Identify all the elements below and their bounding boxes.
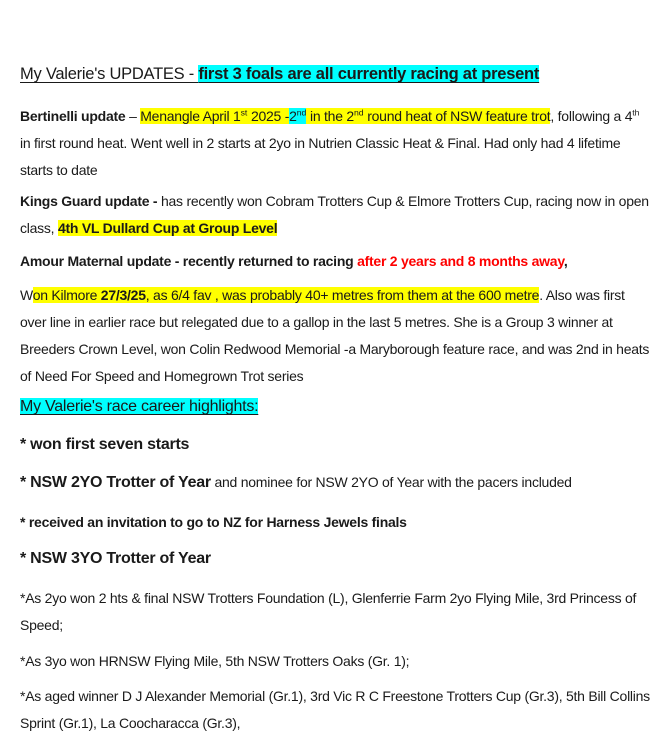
title-highlight: first 3 foals are all currently racing at present bbox=[198, 65, 540, 83]
race-career-heading-text: My Valerie's race career highlights: bbox=[20, 398, 259, 415]
separator-dash: – bbox=[125, 108, 141, 124]
kilmore-date: 27/3/25 bbox=[100, 287, 146, 303]
superscript-nd: nd bbox=[296, 107, 307, 118]
red-emphasis-time-away: after 2 years and 8 months away bbox=[357, 253, 564, 269]
horse-name-amour-maternal: Amour Maternal update - recently returned to racing bbox=[20, 253, 358, 269]
kings-guard-body-text: has recently won Cobram Trotters Cup & Elmore Trotters Cup, racing now in open class, bbox=[20, 193, 649, 236]
paragraph-bertinelli-update bbox=[20, 103, 650, 184]
paragraph-career-aged: *As aged winner D J Alexander Memorial (Gr.1), 3rd Vic R C Freestone Trotters Cup (Gr.3), 5th Bill Collins Sprint (Gr.1), La Coocharacca (Gr.3), bbox=[20, 688, 650, 731]
superscript-st: st bbox=[240, 107, 248, 118]
highlight-round-heat: in the 2nd round heat of NSW feature trot bbox=[306, 107, 551, 124]
highlight-item-nz-harness-jewels: * received an invitation to go to NZ for Harness Jewels finals bbox=[20, 514, 407, 530]
paragraph-kings-guard-update bbox=[20, 188, 650, 242]
kilmore-lead-letter: W bbox=[20, 287, 33, 303]
superscript-th: th bbox=[632, 107, 640, 118]
superscript-nd: nd bbox=[353, 107, 364, 118]
bertinelli-rest-text: , following a 4th in first round heat. Went well in 2 starts at 2yo in Nutrien Classic Heat & Final. Had only had 4 lifetime starts to date bbox=[20, 107, 640, 178]
bullet2-bold-text: * NSW 2YO Trotter of Year bbox=[20, 474, 211, 491]
highlight-dullard-cup: 4th VL Dullard Cup at Group Level bbox=[57, 220, 278, 236]
highlight-item-2yo-trotter-of-year bbox=[20, 470, 650, 495]
paragraph-kilmore-win bbox=[20, 282, 650, 390]
amour-trailing-comma: , bbox=[563, 253, 568, 269]
paragraph-career-2yo: *As 2yo won 2 hts & final NSW Trotters Foundation (L), Glenferrie Farm 2yo Flying Mile, 3rd Princess of Speed; bbox=[20, 590, 637, 633]
paragraph-amour-maternal-update bbox=[20, 248, 650, 275]
highlight-item-first-seven-starts: * won first seven starts bbox=[20, 436, 190, 453]
kilmore-rest-text: . Also was first over line in earlier race but relegated due to a gallop in the last 5 metres. She is a Group 3 winner at Breeders Crown Level, won Colin Redwood Memorial -a Maryborough feature race, and was 2nd in heats of Need For Speed and Homegrown Trot series bbox=[20, 287, 650, 384]
section-heading-race-career bbox=[20, 395, 650, 419]
horse-name-bertinelli: Bertinelli update bbox=[20, 108, 126, 124]
document-title bbox=[20, 62, 650, 86]
paragraph-career-3yo: *As 3yo won HRNSW Flying Mile, 5th NSW Trotters Oaks (Gr. 1); bbox=[20, 653, 410, 669]
highlight-menangle-date: Menangle April 1st 2025 - bbox=[140, 107, 290, 124]
highlight-second-place: 2nd bbox=[289, 107, 307, 124]
bullet2-nominee-text: and nominee for NSW 2YO of Year with the pacers included bbox=[210, 474, 572, 490]
highlight-item-3yo-trotter-of-year: * NSW 3YO Trotter of Year bbox=[20, 550, 211, 567]
highlight-kilmore-win: on Kilmore 27/3/25, as 6/4 fav , was probably 40+ metres from them at the 600 metre bbox=[32, 287, 540, 303]
title-plain: My Valerie's UPDATES - bbox=[20, 65, 199, 83]
horse-name-kings-guard: Kings Guard update - bbox=[20, 193, 161, 209]
